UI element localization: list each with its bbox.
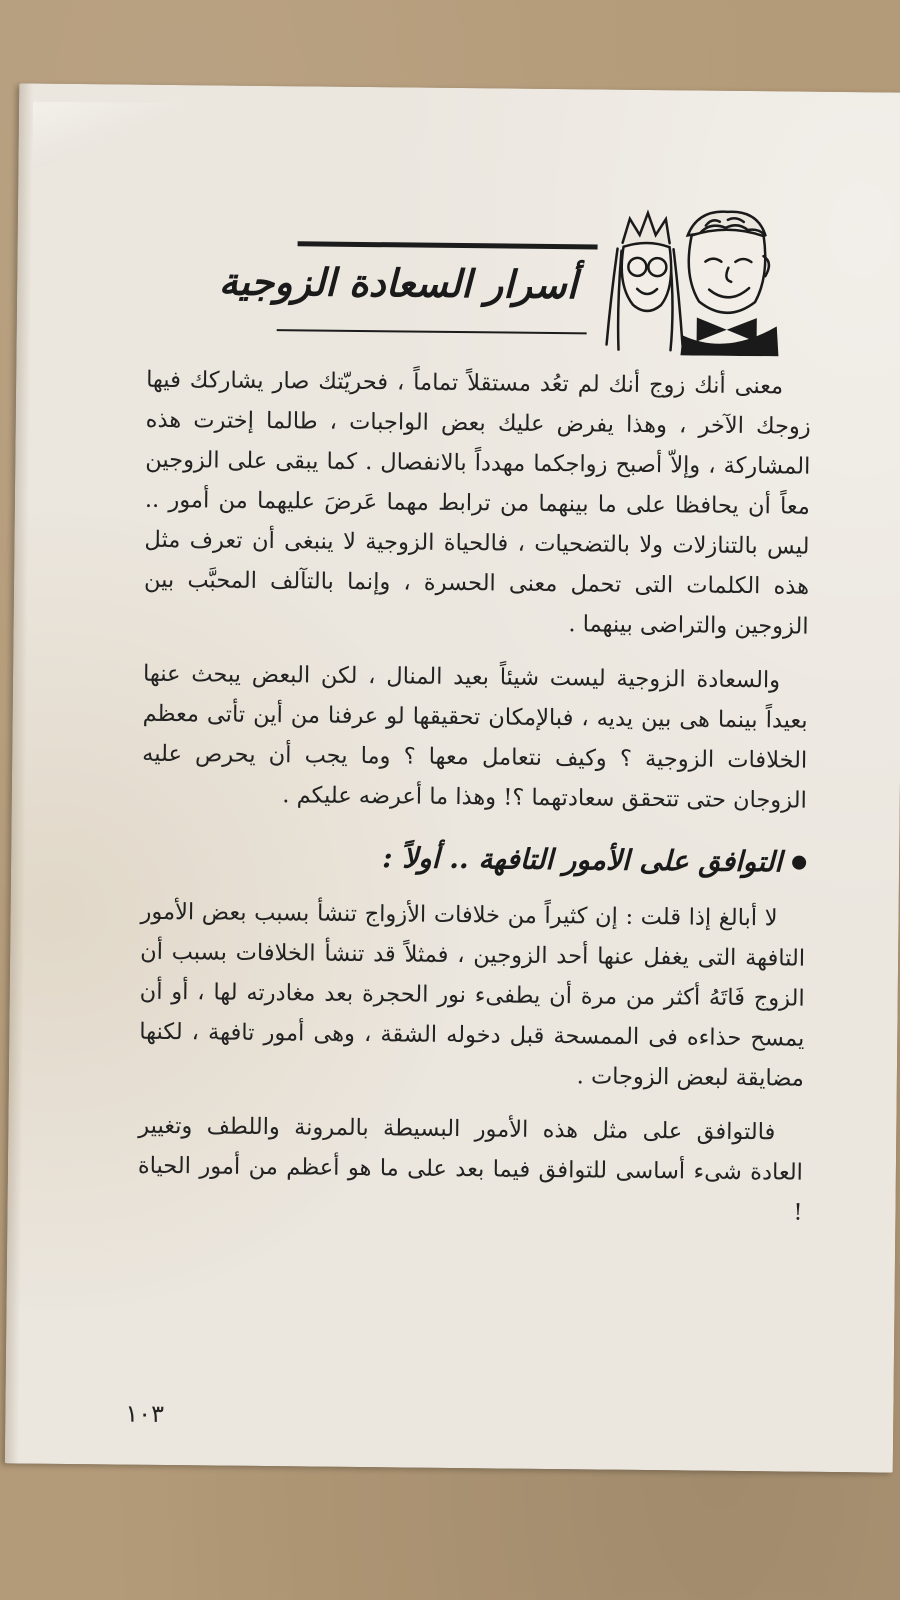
- chapter-header: [218, 201, 798, 357]
- section-heading-text: التوافق على الأمور التافهة .. أولاً :: [382, 841, 783, 879]
- header-rule-thick: [298, 241, 598, 249]
- page-number: ١٠٣: [125, 1399, 165, 1428]
- bullet-icon: [792, 856, 806, 870]
- couple-cartoon-icon: [586, 204, 788, 356]
- book-page: [5, 83, 900, 1472]
- paragraph-4: فالتوافق على مثل هذه الأمور البسيطة بالمرونة واللطف وتغيير العادة شىء أساسى للتوافق فيما بعد على ما هو أعظم من أمور الحياة !: [137, 1112, 804, 1226]
- paragraph-3: لا أبالغ إذا قلت : إن كثيراً من خلافات الأزواج تنشأ بسبب بعض الأمور التافهة التى يغفل عنها أحد الزوجين ، فمثلاً قد تنشأ الخلافات بسبب أن الزوج فَاتَهُ أكثر من مرة أن يطفىء نور الحجرة بعد مغادرته لها ، أو أن يمسح حذاءه فى الممسحة قبل دخوله الشقة ، وهى أمور تافهة ، لكنها مضايقة لبعض الزوجات .: [139, 898, 806, 1092]
- section-heading: [141, 836, 806, 883]
- article-body: [137, 360, 811, 1247]
- page-title: أسرار السعادة الزوجية: [218, 258, 578, 308]
- folded-corner: [32, 102, 183, 174]
- header-rule-thin: [277, 329, 587, 334]
- paragraph-1: معنى أنك زوج أنك لم تعُد مستقلاً تماماً ، فحريّتك صار يشاركك فيها زوجك الآخر ، وهذا يفرض عليك بعض الواجبات ، طالما إخترت هذه المشاركة ، وإلاّ أصبح زواجكما مهدداً بالانفصال . كما يبقى على الزوجين معاً أن يحافظا على ما بينهما من ترابط مهما عَرضَ عليهما من أمور .. ليس بالتنازلات ولا بالتضحيات ، فالحياة الزوجية لا ينبغى أن تعرف مثل هذه الكلمات التى تحمل معنى الحسرة ، وإنما بالتآلف المحبَّب بين الزوجين والتراضى بينهما .: [143, 366, 811, 640]
- paragraph-2: والسعادة الزوجية ليست شيئاً بعيد المنال ، لكن البعض يبحث عنها بعيداً بينما هى بين يديه ، فبالإمكان تحقيقها لو عرفنا من أين تأتى معظم الخلافات الزوجية ؟ وكيف نتعامل معها ؟ وما يجب أن يحرص عليه الزوجان حتى تتحقق سعادتهما ؟! وهذا ما أعرضه عليكم .: [142, 660, 808, 814]
